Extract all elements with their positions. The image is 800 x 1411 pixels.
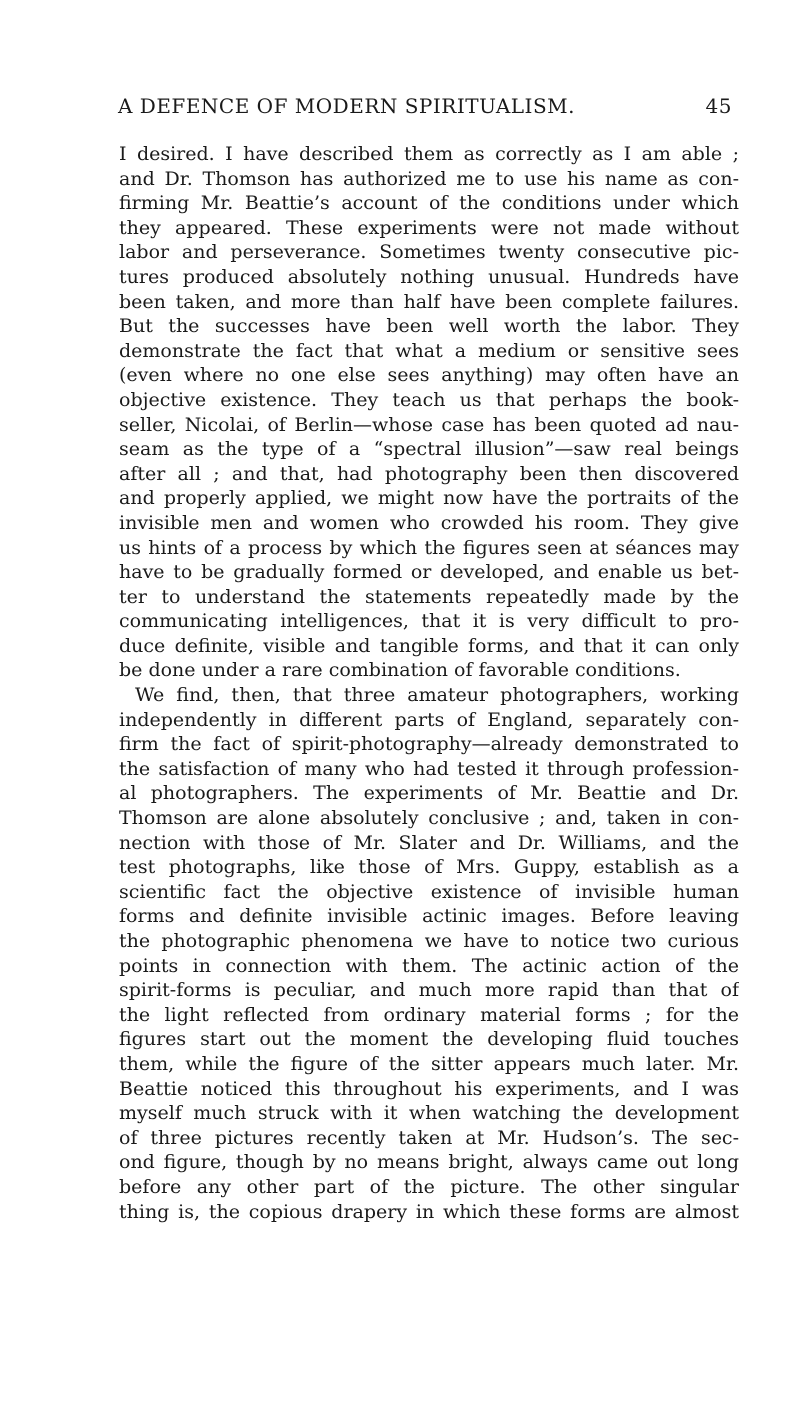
text-line: ter to understand the statements repeatedly made by the: [119, 585, 739, 608]
text-line: seam as the type of a “spectral illusion”—saw real beings: [119, 438, 739, 461]
text-line: myself much struck with it when watching the development: [119, 1102, 739, 1125]
text-line: invisible men and women who crowded his room. They give: [119, 511, 739, 534]
text-line: been taken, and more than half have been complete failures.: [119, 290, 739, 313]
text-line: test photographs, like those of Mrs. Guppy, establish as a: [119, 856, 739, 879]
text-line: nection with those of Mr. Slater and Dr. Williams, and the: [119, 831, 739, 854]
text-line: independently in different parts of England, separately con-: [119, 708, 739, 731]
text-line: duce definite, visible and tangible forms, and that it can only: [119, 634, 739, 657]
page-number: 45: [705, 94, 732, 118]
text-line: firm the fact of spirit-photography—already demonstrated to: [119, 733, 739, 756]
text-line: forms and definite invisible actinic images. Before leaving: [119, 905, 739, 928]
text-line: objective existence. They teach us that perhaps the book-: [119, 388, 739, 411]
text-line: I desired. I have described them as correctly as I am able ;: [119, 143, 739, 165]
text-line: Thomson are alone absolutely conclusive ; and, taken in con-: [119, 807, 739, 830]
text-line: seller, Nicolai, of Berlin—whose case has been quoted ad nau-: [119, 413, 739, 436]
text-line: Beattie noticed this throughout his experiments, and I was: [119, 1077, 739, 1100]
body-text: [119, 142, 739, 1224]
text-line: have to be gradually formed or developed, and enable us bet-: [119, 561, 739, 584]
text-line: them, while the figure of the sitter appears much later. Mr.: [119, 1052, 739, 1075]
text-line: demonstrate the fact that what a medium or sensitive sees: [119, 339, 739, 362]
text-line: of three pictures recently taken at Mr. Hudson’s. The sec-: [119, 1126, 739, 1149]
text-line: points in connection with them. The actinic action of the: [119, 954, 739, 977]
text-line: us hints of a process by which the figures seen at séances may: [119, 536, 739, 559]
text-line: the satisfaction of many who had tested it through profession-: [119, 757, 739, 780]
text-line: after all ; and that, had photography been then discovered: [119, 462, 739, 485]
text-line: firming Mr. Beattie’s account of the conditions under which: [119, 192, 739, 215]
text-line: the light reflected from ordinary material forms ; for the: [119, 1003, 739, 1026]
text-line: the photographic phenomena we have to notice two curious: [119, 930, 739, 952]
text-line: tures produced absolutely nothing unusual. Hundreds have: [119, 265, 739, 288]
running-head-title: A DEFENCE OF MODERN SPIRITUALISM.: [118, 94, 575, 118]
text-line: (even where no one else sees anything) may often have an: [119, 364, 739, 387]
text-line: before any other part of the picture. The other singular: [119, 1175, 739, 1198]
text-line: communicating intelligences, that it is very difficult to pro-: [119, 610, 739, 633]
running-head: [118, 94, 732, 118]
text-line: they appeared. These experiments were not made without: [119, 216, 739, 239]
text-line: scientific fact the objective existence of invisible human: [119, 880, 739, 903]
text-line: labor and perseverance. Sometimes twenty consecutive pic-: [119, 241, 739, 264]
text-line: and Dr. Thomson has authorized me to use his name as con-: [119, 167, 739, 190]
text-line: al photographers. The experiments of Mr. Beattie and Dr.: [119, 782, 739, 805]
paragraph-start-line: We find, then, that three amateur photographers, working: [135, 684, 739, 707]
paragraph-end-line: be done under a rare combination of favorable conditions.: [119, 659, 681, 682]
text-line: ond figure, though by no means bright, always came out long: [119, 1151, 739, 1174]
text-line: figures start out the moment the developing fluid touches: [119, 1028, 739, 1051]
text-line: thing is, the copious drapery in which these forms are almost: [119, 1200, 739, 1223]
text-line: and properly applied, we might now have the portraits of the: [119, 487, 739, 510]
text-line: spirit-forms is peculiar, and much more rapid than that of: [119, 979, 739, 1002]
text-line: But the successes have been well worth the labor. They: [119, 315, 739, 338]
